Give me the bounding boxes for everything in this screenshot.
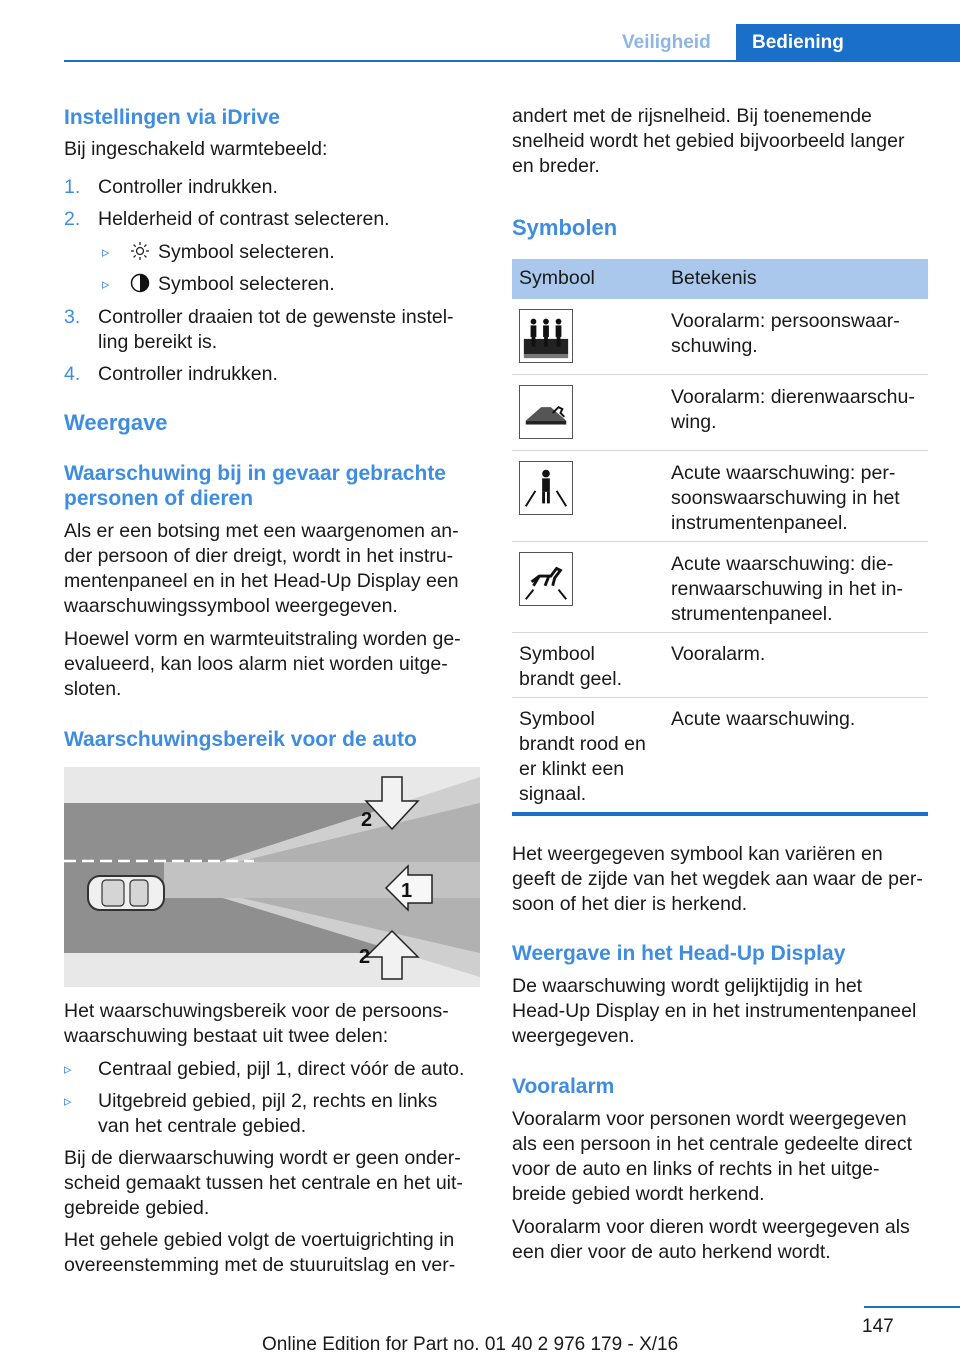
table-row	[512, 375, 928, 451]
paragraph-false-alarm	[64, 627, 480, 702]
table-row	[512, 299, 928, 375]
contrast-icon	[130, 273, 150, 293]
tab-veiligheid[interactable]: Veiligheid	[622, 32, 711, 53]
text-line: als een persoon in het centrale gedeelte direct	[512, 1133, 913, 1155]
text-line: Symbool	[519, 708, 595, 730]
page-number: 147	[862, 1316, 894, 1337]
step-text: Helderheid of contrast selecteren.	[98, 208, 390, 230]
text-line: Acute waarschuwing.	[671, 708, 856, 730]
text-line: Het gehele gebied volgt de voertuigrichting in	[64, 1229, 455, 1251]
paragraph-animal-warning	[64, 1146, 480, 1221]
text-line: weergegeven.	[512, 1025, 635, 1047]
text-line: Symbool	[519, 643, 595, 665]
heading-waarschuwing-l1: Waarschuwing bij in gevaar gebrachte	[64, 462, 446, 485]
text-line: breide gebied wordt herkend.	[512, 1183, 765, 1205]
warning-range-figure	[64, 767, 480, 987]
step-text: Controller draaien tot de gewenste instel-	[98, 306, 454, 328]
step-text: Controller indrukken.	[98, 363, 278, 385]
figure-label: 2	[361, 809, 373, 831]
car-top-view	[88, 876, 164, 910]
step-number: 4.	[64, 363, 81, 385]
text-line: geeft de zijde van het wegdek aan waar de per-	[512, 868, 923, 890]
table-bottom-rule	[512, 812, 928, 816]
figure-label: 2	[359, 946, 371, 968]
footer-rule	[864, 1306, 960, 1308]
text-line: signaal.	[519, 783, 587, 805]
text-line: Vooralarm: dierenwaarschu-	[671, 386, 915, 408]
table-header-symbol: Symbool	[519, 267, 595, 289]
bullet-triangle: ▹	[102, 244, 110, 261]
text-line: strumentenpaneel.	[671, 603, 833, 625]
table-header-meaning: Betekenis	[671, 267, 757, 289]
step-4	[64, 362, 480, 387]
text-line: Vooralarm: persoonswaar-	[671, 310, 900, 332]
text-line: snelheid wordt het gebied bijvoorbeeld langer	[512, 130, 905, 152]
text-line: brandt geel.	[519, 668, 622, 690]
substep-contrast	[64, 272, 480, 297]
symbol-cell	[519, 642, 622, 692]
paragraph-pre-warning-persons	[512, 1107, 928, 1207]
text-line: een dier voor de auto herkend wordt.	[512, 1241, 831, 1263]
step-text: ling bereikt is.	[98, 331, 218, 353]
brightness-icon	[130, 241, 150, 261]
text-line: evalueerd, kan loos alarm niet worden uitge-	[64, 653, 448, 675]
edition-footer: Online Edition for Part no. 01 40 2 976 179 - X/16	[262, 1334, 679, 1355]
bullet-text: Centraal gebied, pijl 1, direct vóór de auto.	[98, 1058, 465, 1080]
substep-text: Symbool selecteren.	[158, 241, 335, 263]
persons-pre-warning-icon	[519, 309, 573, 363]
meaning-cell	[671, 309, 926, 359]
text-line: Het waarschuwingsbereik voor de persoons-	[64, 1000, 449, 1022]
text-line: Bij de dierwaarschuwing wordt er geen onder-	[64, 1147, 461, 1169]
text-line: Vooralarm voor personen wordt weergegeven	[512, 1108, 907, 1130]
step-number: 3.	[64, 306, 81, 328]
text-line: voor de auto en links of rechts in het uitge-	[512, 1158, 880, 1180]
substep-content	[130, 240, 335, 265]
text-line: Het weergegeven symbool kan variëren en	[512, 843, 883, 865]
table-row	[512, 542, 928, 633]
paragraph-continued	[512, 104, 928, 179]
text-line: Head-Up Display en in het instrumentenpaneel	[512, 1000, 917, 1022]
heading-hud: Weergave in het Head-Up Display	[512, 942, 846, 965]
bullet-central-range	[64, 1057, 480, 1082]
substep-brightness	[64, 240, 480, 265]
text-line: der persoon of dier dreigt, wordt in het instru-	[64, 545, 454, 567]
paragraph-collision	[64, 519, 480, 619]
meaning-cell	[671, 707, 926, 732]
paragraph-range-parts	[64, 999, 480, 1049]
text-line: schuwing.	[671, 335, 758, 357]
paragraph-hud	[512, 974, 928, 1049]
intro-text: Bij ingeschakeld warmtebeeld:	[64, 138, 328, 160]
paragraph-symbol-varies	[512, 842, 928, 917]
bullet-text: Uitgebreid gebied, pijl 2, rechts en links	[98, 1090, 438, 1112]
person-acute-warning-icon	[519, 461, 573, 515]
step-3	[64, 305, 480, 355]
meaning-cell	[671, 552, 926, 627]
text-line: scheid gemaakt tussen het centrale en het uit-	[64, 1172, 463, 1194]
text-line: overeenstemming met de stuuruitslag en ver-	[64, 1254, 456, 1276]
step-1	[64, 175, 480, 200]
substep-content	[130, 272, 335, 297]
figure-label: 1	[401, 880, 413, 902]
table-row	[512, 633, 928, 698]
symbol-cell	[519, 707, 646, 807]
bullet-text: van het centrale gebied.	[98, 1115, 307, 1137]
heading-warning-range: Waarschuwingsbereik voor de auto	[64, 728, 417, 751]
meaning-cell	[671, 385, 926, 435]
text-line: Als er een botsing met een waargenomen an-	[64, 520, 459, 542]
text-line: mentenpaneel en in het Head-Up Display een	[64, 570, 459, 592]
step-2	[64, 207, 480, 232]
text-line: Acute waarschuwing: per-	[671, 462, 896, 484]
heading-vooralarm: Vooralarm	[512, 1075, 615, 1098]
table-row	[512, 451, 928, 542]
bullet-triangle: ▹	[64, 1061, 72, 1078]
text-line: Hoewel vorm en warmteuitstraling worden ge-	[64, 628, 461, 650]
substep-text: Symbool selecteren.	[158, 273, 335, 295]
text-line: gebreide gebied.	[64, 1197, 210, 1219]
text-line: Acute waarschuwing: die-	[671, 553, 894, 575]
animal-pre-warning-icon	[519, 385, 573, 439]
text-line: renwaarschuwing in het in-	[671, 578, 903, 600]
text-line: er klinkt een	[519, 758, 625, 780]
text-line: wing.	[671, 411, 717, 433]
text-line: soon of het dier is herkend.	[512, 893, 748, 915]
text-line: soonswaarschuwing in het	[671, 487, 900, 509]
bullet-triangle: ▹	[64, 1093, 72, 1110]
table-row	[512, 698, 928, 812]
text-line: en breder.	[512, 155, 600, 177]
text-line: andert met de rijsnelheid. Bij toenemende	[512, 105, 872, 127]
text-line: waarschuwingssymbool weergegeven.	[64, 595, 398, 617]
heading-weergave: Weergave	[64, 410, 168, 435]
step-number: 1.	[64, 176, 81, 198]
heading-symbolen: Symbolen	[512, 215, 618, 240]
paragraph-pre-warning-animals	[512, 1215, 928, 1265]
paragraph-vehicle-direction	[64, 1228, 480, 1278]
text-line: instrumentenpaneel.	[671, 512, 848, 534]
step-text: Controller indrukken.	[98, 176, 278, 198]
bullet-triangle: ▹	[102, 276, 110, 293]
heading-waarschuwing-l2: personen of dieren	[64, 487, 254, 510]
text-line: Vooralarm.	[671, 643, 766, 665]
bullet-extended-range	[64, 1089, 480, 1139]
table-header	[512, 259, 928, 299]
tab-bediening[interactable]: Bediening	[736, 24, 960, 62]
text-line: brandt rood en	[519, 733, 646, 755]
text-line: De waarschuwing wordt gelijktijdig in het	[512, 975, 863, 997]
meaning-cell	[671, 461, 926, 536]
meaning-cell	[671, 642, 926, 667]
text-line: Vooralarm voor dieren wordt weergegeven als	[512, 1216, 910, 1238]
text-line: sloten.	[64, 678, 122, 700]
text-line: waarschuwing bestaat uit twee delen:	[64, 1025, 389, 1047]
heading-idrive: Instellingen via iDrive	[64, 106, 280, 129]
animal-acute-warning-icon	[519, 552, 573, 606]
step-number: 2.	[64, 208, 81, 230]
